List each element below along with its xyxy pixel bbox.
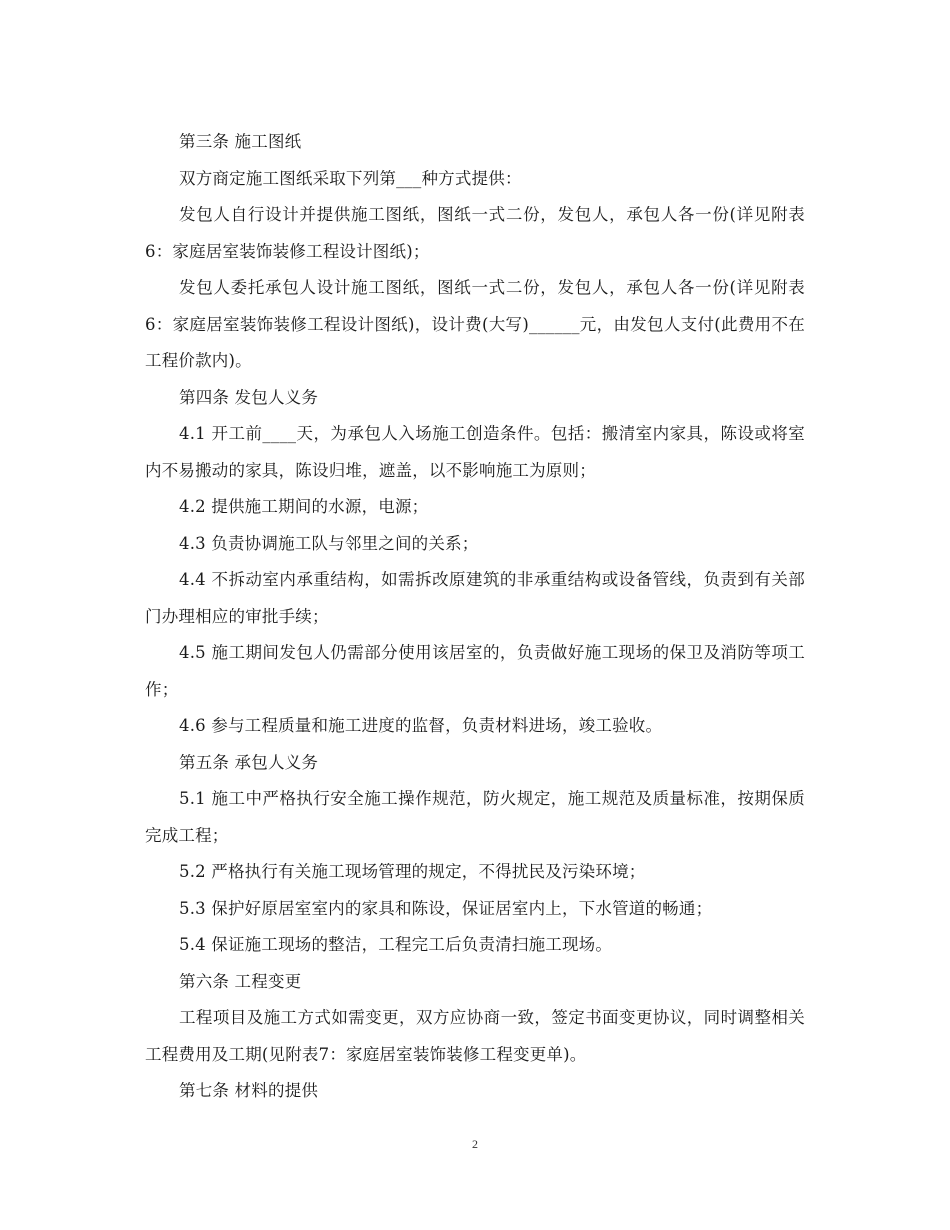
clause-5-3: 5.3 保护好原居室室内的家具和陈设，保证居室内上，下水管道的畅通；	[179, 898, 713, 918]
section-heading-article-4: 第四条 发包人义务	[179, 387, 319, 407]
clause-4-3: 4.3 负责协调施工队与邻里之间的关系；	[179, 533, 479, 553]
paragraph: 工程项目及施工方式如需变更，双方应协商一致，签定书面变更协议，同时调整相关工程费用及工期(见附表7：家庭居室装饰装修工程变更单)。	[145, 1008, 805, 1064]
clause-4-6: 4.6 参与工程质量和施工进度的监督，负责材料进场，竣工验收。	[179, 716, 663, 735]
paragraph: 发包人自行设计并提供施工图纸，图纸一式二份，发包人，承包人各一份(详见附表6：家庭居室装饰装修工程设计图纸)；	[145, 205, 805, 261]
document-body	[145, 124, 805, 1110]
section-heading-article-7: 第七条 材料的提供	[179, 1081, 319, 1100]
clause-5-2: 5.2 严格执行有关施工现场管理的规定，不得扰民及污染环境；	[179, 862, 646, 881]
section-heading-article-5: 第五条 承包人义务	[179, 752, 319, 772]
clause-5-1: 5.1 施工中严格执行安全施工操作规范，防火规定，施工规范及质量标准，按期保质完成工程；	[145, 789, 805, 845]
clause-4-4: 4.4 不拆动室内承重结构，如需拆改原建筑的非承重结构或设备管线，负责到有关部门办理相应的审批手续；	[145, 570, 805, 626]
page-number: 2	[472, 1137, 478, 1151]
clause-4-2: 4.2 提供施工期间的水源，电源；	[179, 497, 429, 516]
clause-4-1: 4.1 开工前____天，为承包人入场施工创造条件。包括：搬清室内家具，陈设或将室内不易搬动的家具，陈设归堆，遮盖，以不影响施工为原则；	[145, 424, 805, 480]
section-heading-article-3: 第三条 施工图纸	[179, 132, 302, 151]
section-heading-article-6: 第六条 工程变更	[179, 971, 302, 991]
paragraph: 发包人委托承包人设计施工图纸，图纸一式二份，发包人，承包人各一份(详见附表6：家庭居室装饰装修工程设计图纸)，设计费(大写)______元，由发包人支付(此费用不在工程价款内)。	[145, 278, 805, 370]
clause-4-5: 4.5 施工期间发包人仍需部分使用该居室的，负责做好施工现场的保卫及消防等项工作；	[145, 643, 805, 699]
clause-5-4: 5.4 保证施工现场的整洁，工程完工后负责清扫施工现场。	[179, 935, 613, 954]
paragraph: 双方商定施工图纸采取下列第___种方式提供：	[179, 168, 522, 188]
